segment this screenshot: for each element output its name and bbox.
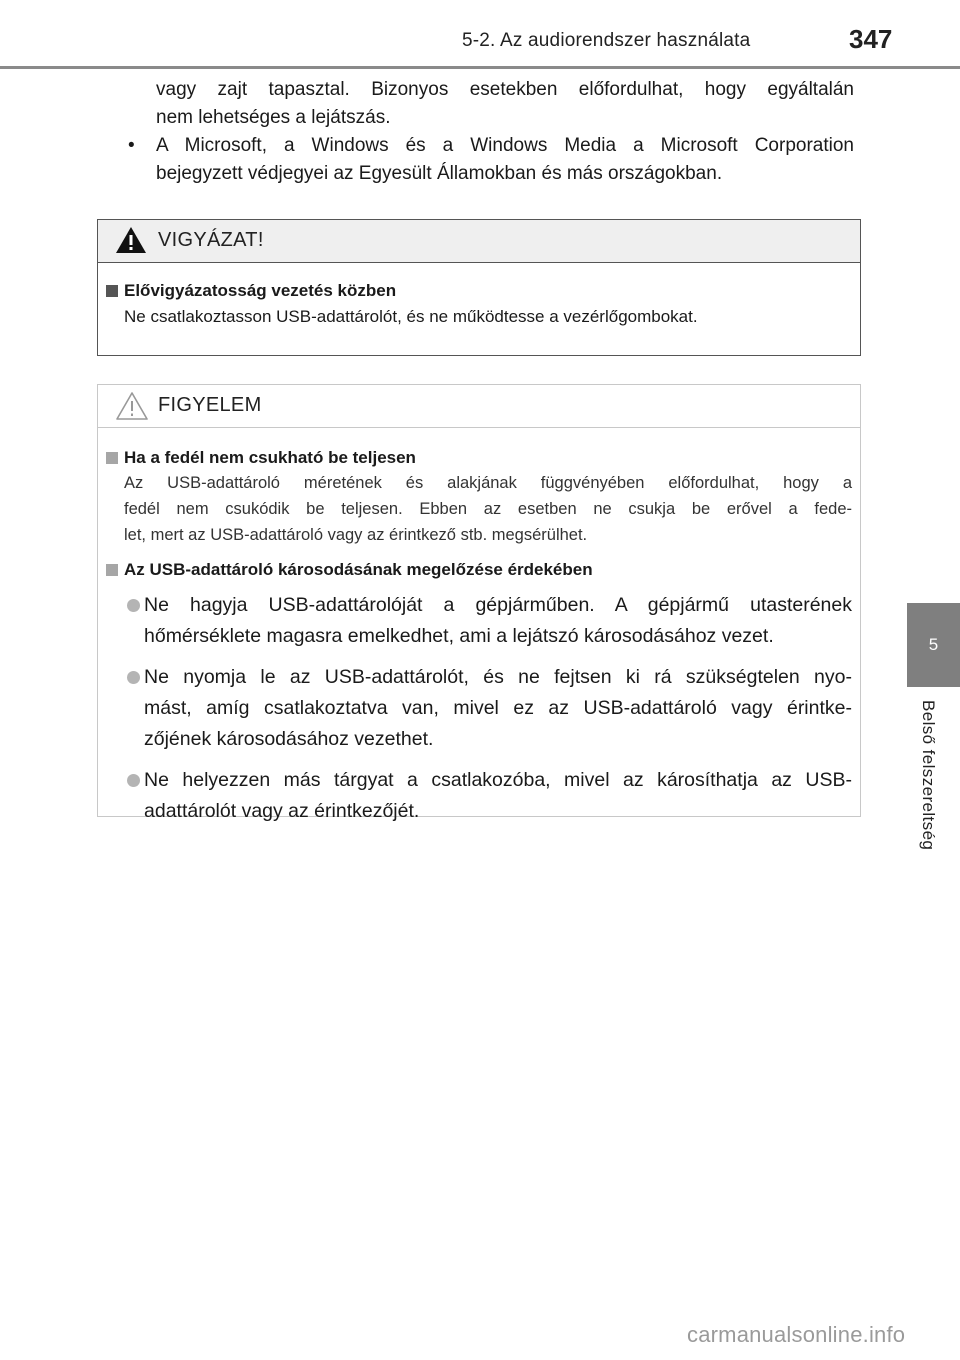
circle-bullet-icon <box>127 671 140 684</box>
list-item-line: zőjének károsodásához vezethet. <box>144 728 434 750</box>
list-item <box>106 765 852 827</box>
list-item <box>106 590 852 652</box>
trademark-bullet <box>126 132 854 188</box>
notice-title: FIGYELEM <box>158 394 262 416</box>
header-divider <box>0 66 960 69</box>
bullet-line: bejegyzett védjegyei az Egyesült Államokban és más országokban. <box>156 163 723 184</box>
notice-text-line: fedél nem csukódik be teljesen. Ebben az esetben ne csukja be erővel a fede- <box>124 500 852 518</box>
chapter-number: 5 <box>928 635 939 654</box>
list-item <box>106 662 852 755</box>
caution-section-title <box>106 279 852 303</box>
square-bullet-icon <box>106 452 118 464</box>
list-item-line: hőmérséklete magasra emelkedhet, ami a lejátszó károsodásához vezet. <box>144 625 774 647</box>
section-title: 5-2. Az audiorendszer használata <box>462 30 751 51</box>
notice-text-line: Az USB-adattároló méretének és alakjának függvényében előfordulhat, hogy a <box>124 474 852 492</box>
notice-section-text <box>106 470 852 548</box>
circle-bullet-icon <box>127 774 140 787</box>
bullet-dot: • <box>128 135 135 156</box>
notice-section-title-text: Ha a fedél nem csukható be teljesen <box>124 448 416 467</box>
caution-text-line: Ne csatlakoztasson USB-adattárolót, és ne működtesse a vezérlőgombokat. <box>124 307 698 326</box>
list-item-line: Ne helyezzen más tárgyat a csatlakozóba, mivel az károsíthatja az USB- <box>144 769 852 791</box>
list-item-line: mást, amíg csatlakoztatva van, mivel ez az USB-adattároló vagy érintke- <box>144 697 852 719</box>
intro-line: vagy zajt tapasztal. Bizonyos esetekben előfordulhat, hogy egyáltalán <box>156 79 854 100</box>
watermark: carmanualsonline.info <box>687 1322 906 1347</box>
caution-section-text <box>106 303 852 330</box>
notice-header <box>98 385 860 428</box>
list-item-line: adattárolót vagy az érintkezőjét. <box>144 800 420 822</box>
notice-section-title-text: Az USB-adattároló károsodásának megelőzése érdekében <box>124 560 593 579</box>
list-item-line: Ne nyomja le az USB-adattárolót, és ne fejtsen ki rá szükségtelen nyo- <box>144 666 852 688</box>
bullet-line: A Microsoft, a Windows és a Windows Media a Microsoft Corporation <box>156 135 854 156</box>
notice-section-title <box>106 446 852 470</box>
warning-triangle-outline-icon <box>115 391 149 426</box>
caution-section-title-text: Elővigyázatosság vezetés közben <box>124 281 397 300</box>
notice-section-title <box>106 558 852 582</box>
caution-title: VIGYÁZAT! <box>158 229 264 251</box>
caution-header <box>98 220 860 263</box>
list-item-line: Ne hagyja USB-adattárolóját a gépjárműben. A gépjármű utasterének <box>144 594 852 616</box>
chapter-tab <box>907 603 960 687</box>
page-number: 347 <box>849 24 893 54</box>
chapter-label: Belső felszereltség <box>919 700 938 851</box>
intro-line: nem lehetséges a lejátszás. <box>156 107 391 128</box>
square-bullet-icon <box>106 564 118 576</box>
warning-triangle-filled-icon <box>115 226 147 259</box>
notice-box <box>97 384 861 822</box>
intro-text <box>126 76 854 188</box>
notice-body <box>98 428 860 827</box>
square-bullet-icon <box>106 285 118 297</box>
caution-box <box>97 219 861 356</box>
notice-text-line: let, mert az USB-adattároló vagy az érintkező stb. megsérülhet. <box>124 526 588 544</box>
caution-body <box>98 263 860 330</box>
circle-bullet-icon <box>127 599 140 612</box>
